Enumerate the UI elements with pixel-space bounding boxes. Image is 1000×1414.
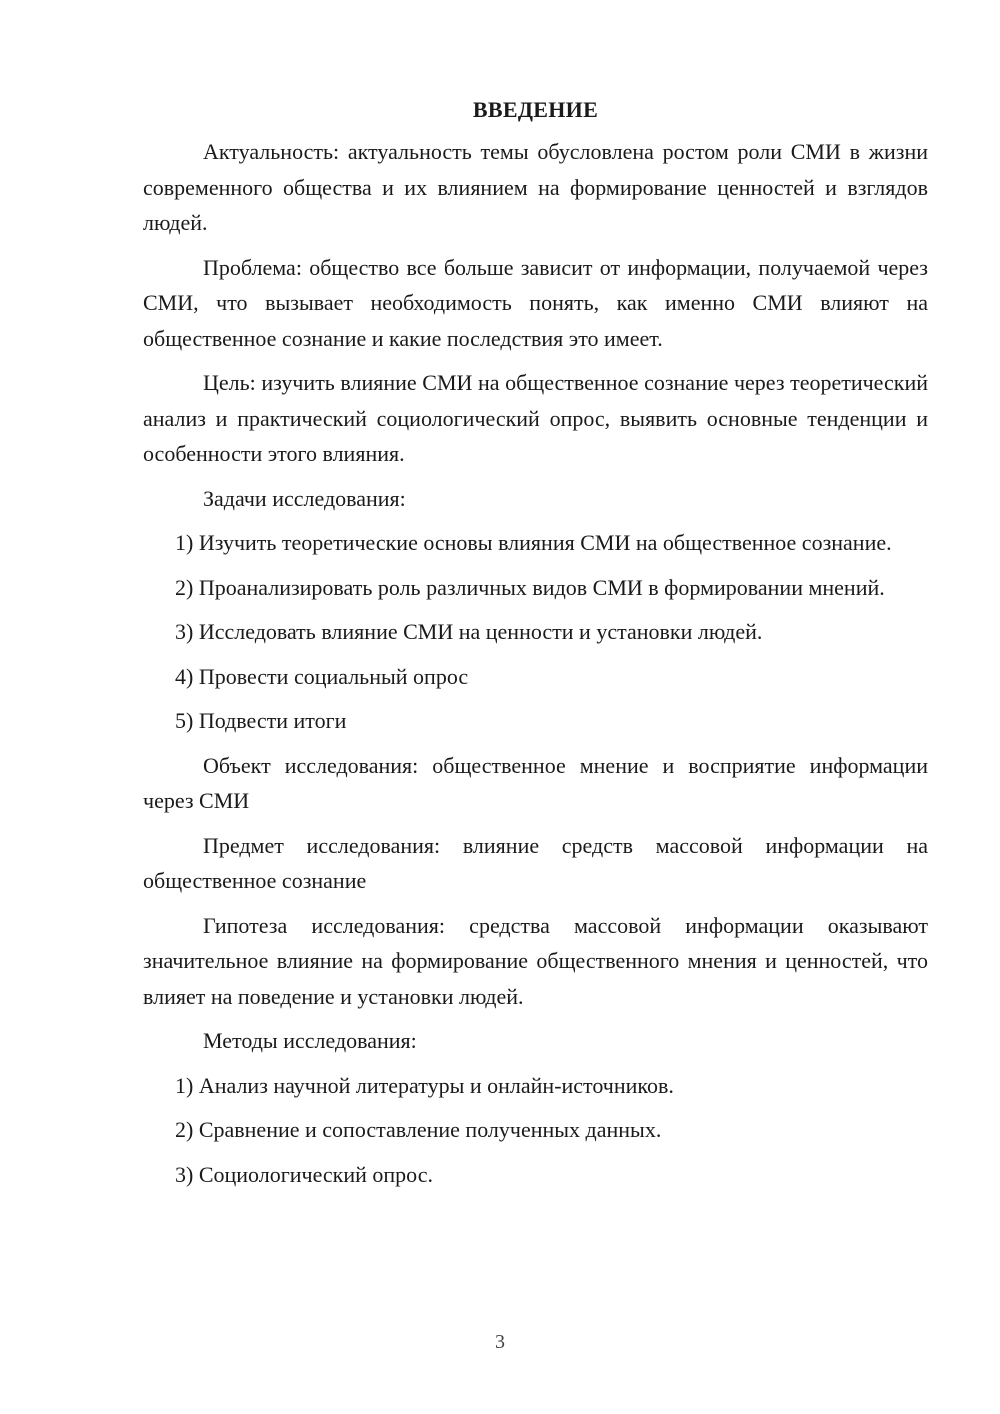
object-paragraph: Объект исследования: общественное мнение и восприятие информации через СМИ — [143, 752, 928, 813]
task-item: 2) Проанализировать роль различных видов СМИ в формировании мнений. — [175, 574, 885, 600]
hypothesis-paragraph: Гипотеза исследования: средства массовой информации оказывают значительное влияние на формирование общественного мнения и ценностей, что влияет на поведение и установки людей. — [143, 912, 928, 1009]
page-title: ВВЕДЕНИЕ — [472, 97, 599, 122]
subject-paragraph: Предмет исследования: влияние средств массовой информации на общественное сознание — [143, 832, 928, 893]
problem-paragraph: Проблема: общество все больше зависит от информации, получаемой через СМИ, что вызывает необходимость понять, как именно СМИ влияют на общественное сознание и какие последствия это имеет. — [143, 254, 928, 351]
task-item: 3) Исследовать влияние СМИ на ценности и установки людей. — [175, 619, 763, 644]
page-number: 3 — [495, 1331, 505, 1353]
tasks-heading: Задачи исследования: — [203, 485, 406, 511]
goal-paragraph: Цель: изучить влияние СМИ на общественное сознание через теоретический анализ и практический социологический опрос, выявить основные тенденции и особенности этого влияния. — [143, 370, 928, 466]
task-item: 5) Подвести итоги — [175, 708, 347, 733]
method-item: 1) Анализ научной литературы и онлайн-источников. — [175, 1072, 674, 1098]
method-item: 2) Сравнение и сопоставление полученных данных. — [175, 1117, 662, 1142]
document-page — [143, 92, 928, 1201]
task-item: 4) Провести социальный опрос — [175, 663, 469, 689]
method-item: 3) Социологический опрос. — [175, 1161, 433, 1187]
task-item: 1) Изучить теоретические основы влияния СМИ на общественное сознание. — [175, 530, 892, 555]
methods-heading: Методы исследования: — [203, 1028, 417, 1053]
relevance-paragraph: Актуальность: актуальность темы обусловлена ростом роли СМИ в жизни современного общества и их влиянием на формирование ценностей и взглядов людей. — [143, 139, 928, 235]
